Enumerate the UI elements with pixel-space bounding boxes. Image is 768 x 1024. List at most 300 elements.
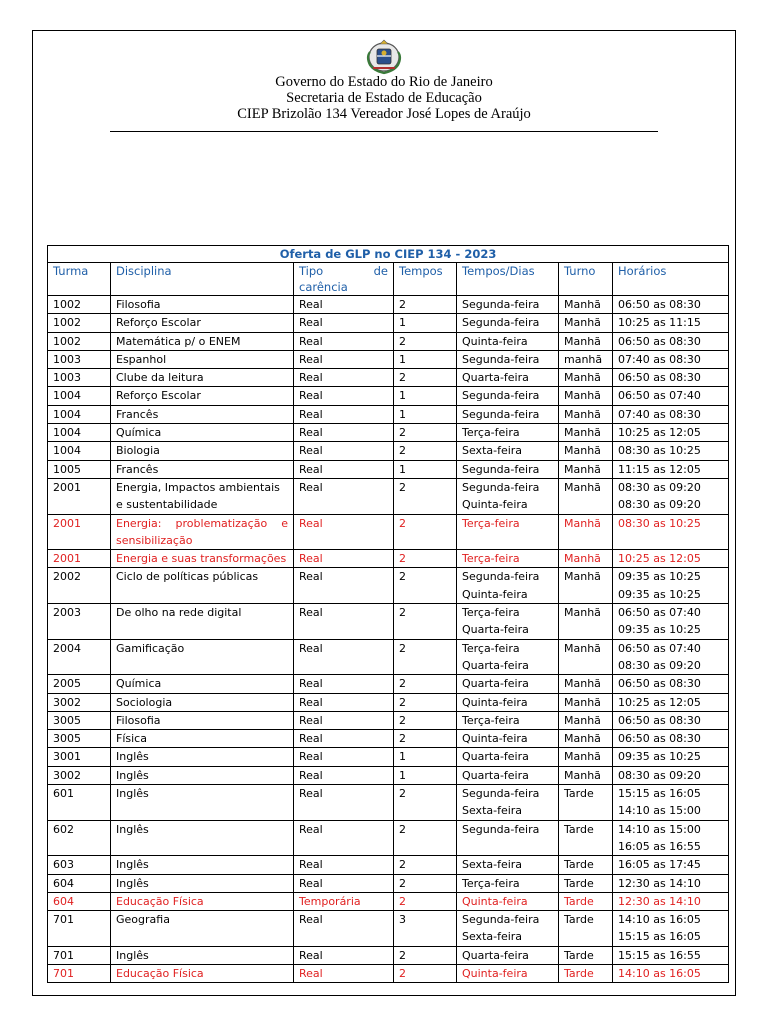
cell-tipo: Real (294, 387, 394, 405)
cell-turno: Tarde (559, 964, 613, 982)
time-entry: 10:25 as 11:15 (618, 316, 701, 330)
day-entry: Quarta-feira (462, 371, 529, 385)
cell-horarios (613, 856, 729, 874)
cell-disciplina: Energia, Impactos ambientais e sustentabilidade (111, 478, 294, 514)
cell-turma: 2001 (48, 478, 111, 514)
glp-offer-table (47, 245, 729, 983)
cell-turma: 2004 (48, 639, 111, 675)
time-entry: 15:15 as 16:05 (618, 930, 701, 944)
cell-disciplina: Espanhol (111, 350, 294, 368)
cell-tempos: 1 (394, 405, 457, 423)
cell-disciplina: Energia: problematização e sensibilização (111, 514, 294, 550)
table-row (48, 856, 729, 874)
time-entry: 10:25 as 12:05 (618, 695, 701, 709)
cell-tempos-dias (457, 387, 559, 405)
cell-turma: 2002 (48, 568, 111, 604)
table-row (48, 442, 729, 460)
cell-horarios (613, 387, 729, 405)
cell-tipo: Real (294, 820, 394, 856)
cell-tempos-dias (457, 369, 559, 387)
cell-tempos: 2 (394, 693, 457, 711)
cell-tempos-dias (457, 856, 559, 874)
cell-tipo: Real (294, 604, 394, 640)
table-row (48, 911, 729, 947)
cell-disciplina: Química (111, 675, 294, 693)
cell-turno: Manhã (559, 693, 613, 711)
time-entry: 09:35 as 10:25 (618, 587, 701, 601)
day-entry: Quinta-feira (462, 966, 528, 980)
table-row (48, 675, 729, 693)
table-row (48, 820, 729, 856)
cell-tipo: Real (294, 296, 394, 314)
cell-disciplina: Francês (111, 405, 294, 423)
time-entry: 08:30 as 09:20 (618, 498, 701, 512)
cell-tempos-dias (457, 711, 559, 729)
time-entry: 14:10 as 15:00 (618, 822, 701, 836)
header-government: Governo do Estado do Rio de Janeiro (275, 74, 493, 90)
time-entry: 08:30 as 10:25 (618, 516, 701, 530)
cell-turno: Manhã (559, 568, 613, 604)
cell-turma: 1002 (48, 314, 111, 332)
cell-tipo: Real (294, 874, 394, 892)
cell-turno: Manhã (559, 424, 613, 442)
cell-disciplina: Inglês (111, 820, 294, 856)
day-entry: Quinta-feira (462, 695, 528, 709)
cell-tipo: Real (294, 785, 394, 821)
cell-tipo: Temporária (294, 892, 394, 910)
cell-turno: Manhã (559, 442, 613, 460)
cell-horarios (613, 785, 729, 821)
cell-tipo: Real (294, 730, 394, 748)
day-entry: Segunda-feira (462, 352, 540, 366)
cell-tempos-dias (457, 766, 559, 784)
cell-horarios (613, 478, 729, 514)
cell-tempos: 2 (394, 568, 457, 604)
column-header-turma: Turma (48, 263, 111, 296)
cell-tempos-dias (457, 964, 559, 982)
cell-disciplina: Ciclo de políticas públicas (111, 568, 294, 604)
time-entry: 06:50 as 08:30 (618, 732, 701, 746)
time-entry: 16:05 as 17:45 (618, 858, 701, 872)
day-entry: Sexta-feira (462, 858, 523, 872)
day-entry: Segunda-feira (462, 316, 540, 330)
day-entry: Segunda-feira (462, 787, 540, 801)
time-entry: 10:25 as 12:05 (618, 426, 701, 440)
time-entry: 10:25 as 12:05 (618, 552, 701, 566)
cell-tipo: Real (294, 332, 394, 350)
cell-tempos-dias (457, 892, 559, 910)
cell-turma: 701 (48, 911, 111, 947)
cell-horarios (613, 730, 729, 748)
cell-disciplina: Francês (111, 460, 294, 478)
time-entry: 11:15 as 12:05 (618, 462, 701, 476)
cell-horarios (613, 405, 729, 423)
cell-disciplina: Clube da leitura (111, 369, 294, 387)
cell-turno: Manhã (559, 332, 613, 350)
cell-turma: 1004 (48, 442, 111, 460)
cell-turma: 3002 (48, 766, 111, 784)
cell-tempos-dias (457, 639, 559, 675)
cell-tempos-dias (457, 911, 559, 947)
document-header (0, 74, 768, 122)
cell-disciplina: Gamificação (111, 639, 294, 675)
time-entry: 08:30 as 09:20 (618, 480, 701, 494)
cell-tempos-dias (457, 350, 559, 368)
cell-turma: 701 (48, 946, 111, 964)
day-entry: Terça-feira (462, 641, 520, 655)
cell-turno: Tarde (559, 856, 613, 874)
cell-tempos-dias (457, 785, 559, 821)
day-entry: Quinta-feira (462, 732, 528, 746)
day-entry: Terça-feira (462, 426, 520, 440)
cell-tempos-dias (457, 675, 559, 693)
time-entry: 14:10 as 16:05 (618, 966, 701, 980)
cell-turma: 2001 (48, 514, 111, 550)
cell-horarios (613, 820, 729, 856)
time-entry: 06:50 as 07:40 (618, 641, 701, 655)
day-entry: Terça-feira (462, 516, 520, 530)
column-header-horarios: Horários (613, 263, 729, 296)
cell-horarios (613, 568, 729, 604)
column-header-turno: Turno (559, 263, 613, 296)
cell-tempos: 2 (394, 514, 457, 550)
cell-turma: 1004 (48, 424, 111, 442)
cell-tempos: 1 (394, 460, 457, 478)
cell-turno: Manhã (559, 387, 613, 405)
day-entry: Segunda-feira (462, 462, 540, 476)
cell-horarios (613, 711, 729, 729)
cell-tipo: Real (294, 946, 394, 964)
cell-disciplina: Inglês (111, 766, 294, 784)
cell-turma: 604 (48, 874, 111, 892)
cell-turno: Manhã (559, 748, 613, 766)
table-row (48, 748, 729, 766)
cell-tempos: 2 (394, 730, 457, 748)
cell-turno: Manhã (559, 514, 613, 550)
cell-turma: 604 (48, 892, 111, 910)
cell-turno: Manhã (559, 730, 613, 748)
cell-tempos: 2 (394, 964, 457, 982)
table-row (48, 296, 729, 314)
day-entry: Quarta-feira (462, 623, 529, 637)
day-entry: Quarta-feira (462, 658, 529, 672)
cell-turma: 1003 (48, 369, 111, 387)
day-entry: Segunda-feira (462, 480, 540, 494)
cell-tempos-dias (457, 693, 559, 711)
time-entry: 06:50 as 08:30 (618, 371, 701, 385)
cell-tipo: Real (294, 405, 394, 423)
cell-tempos-dias (457, 568, 559, 604)
day-entry: Quinta-feira (462, 894, 528, 908)
cell-tempos: 2 (394, 478, 457, 514)
cell-turma: 2001 (48, 550, 111, 568)
table-row (48, 766, 729, 784)
cell-tempos: 1 (394, 314, 457, 332)
cell-tempos: 1 (394, 748, 457, 766)
table-row (48, 550, 729, 568)
cell-turno: Manhã (559, 460, 613, 478)
cell-horarios (613, 604, 729, 640)
cell-disciplina: Biologia (111, 442, 294, 460)
table-row (48, 693, 729, 711)
day-entry: Quarta-feira (462, 768, 529, 782)
cell-disciplina: Reforço Escolar (111, 387, 294, 405)
cell-turno: Tarde (559, 946, 613, 964)
cell-tipo: Real (294, 460, 394, 478)
cell-disciplina: Física (111, 730, 294, 748)
time-entry: 09:35 as 10:25 (618, 623, 701, 637)
day-entry: Quinta-feira (462, 334, 528, 348)
cell-tempos-dias (457, 820, 559, 856)
day-entry: Segunda-feira (462, 298, 540, 311)
cell-turno: Manhã (559, 766, 613, 784)
cell-tempos: 2 (394, 675, 457, 693)
cell-tipo: Real (294, 514, 394, 550)
state-coat-of-arms-icon (364, 38, 404, 76)
cell-turma: 2003 (48, 604, 111, 640)
column-header-disciplina: Disciplina (111, 263, 294, 296)
cell-tempos: 2 (394, 874, 457, 892)
time-entry: 12:30 as 14:10 (618, 876, 701, 890)
cell-horarios (613, 550, 729, 568)
cell-disciplina: Reforço Escolar (111, 314, 294, 332)
cell-horarios (613, 964, 729, 982)
cell-disciplina: Energia e suas transformações (111, 550, 294, 568)
cell-turno: Tarde (559, 820, 613, 856)
cell-turno: Manhã (559, 405, 613, 423)
day-entry: Segunda-feira (462, 389, 540, 403)
time-entry: 14:10 as 16:05 (618, 913, 701, 927)
cell-tempos: 2 (394, 550, 457, 568)
cell-turno: Tarde (559, 911, 613, 947)
table-row (48, 369, 729, 387)
table-row (48, 785, 729, 821)
cell-turma: 3005 (48, 711, 111, 729)
cell-turno: manhã (559, 350, 613, 368)
cell-disciplina: Geografia (111, 911, 294, 947)
cell-disciplina: Inglês (111, 856, 294, 874)
table-row (48, 478, 729, 514)
cell-tempos-dias (457, 442, 559, 460)
cell-horarios (613, 675, 729, 693)
cell-tipo: Real (294, 442, 394, 460)
cell-disciplina: Filosofia (111, 296, 294, 314)
cell-disciplina: Matemática p/ o ENEM (111, 332, 294, 350)
cell-horarios (613, 946, 729, 964)
cell-horarios (613, 748, 729, 766)
cell-tempos-dias (457, 478, 559, 514)
cell-tipo: Real (294, 639, 394, 675)
table-body (48, 296, 729, 983)
cell-disciplina: Química (111, 424, 294, 442)
cell-turma: 601 (48, 785, 111, 821)
cell-horarios (613, 911, 729, 947)
cell-tipo: Real (294, 766, 394, 784)
cell-turma: 602 (48, 820, 111, 856)
cell-turma: 3005 (48, 730, 111, 748)
cell-disciplina: Sociologia (111, 693, 294, 711)
time-entry: 06:50 as 07:40 (618, 606, 701, 620)
cell-tempos: 2 (394, 892, 457, 910)
table-row (48, 514, 729, 550)
cell-tipo: Real (294, 693, 394, 711)
table-row (48, 332, 729, 350)
cell-disciplina: Inglês (111, 946, 294, 964)
cell-tipo: Real (294, 424, 394, 442)
day-entry: Quarta-feira (462, 677, 529, 691)
table-row (48, 460, 729, 478)
day-entry: Terça-feira (462, 713, 520, 727)
cell-turma: 1002 (48, 332, 111, 350)
table-row (48, 568, 729, 604)
header-divider (110, 131, 658, 132)
cell-horarios (613, 332, 729, 350)
time-entry: 12:30 as 14:10 (618, 894, 701, 908)
day-entry: Sexta-feira (462, 444, 523, 458)
cell-tipo: Real (294, 964, 394, 982)
cell-turno: Manhã (559, 478, 613, 514)
cell-tempos-dias (457, 296, 559, 314)
table-row (48, 946, 729, 964)
cell-turma: 1005 (48, 460, 111, 478)
cell-turno: Manhã (559, 296, 613, 314)
cell-tipo: Real (294, 369, 394, 387)
cell-turno: Manhã (559, 675, 613, 693)
cell-horarios (613, 639, 729, 675)
cell-turma: 3001 (48, 748, 111, 766)
cell-tempos-dias (457, 874, 559, 892)
cell-disciplina: Educação Física (111, 892, 294, 910)
cell-turno: Manhã (559, 639, 613, 675)
day-entry: Segunda-feira (462, 570, 540, 584)
cell-horarios (613, 892, 729, 910)
cell-turno: Manhã (559, 711, 613, 729)
cell-tempos: 3 (394, 911, 457, 947)
cell-tempos-dias (457, 514, 559, 550)
cell-turma: 2005 (48, 675, 111, 693)
cell-tempos: 2 (394, 369, 457, 387)
table-row (48, 604, 729, 640)
day-entry: Segunda-feira (462, 822, 540, 836)
cell-horarios (613, 369, 729, 387)
time-entry: 09:35 as 10:25 (618, 570, 701, 584)
time-entry: 06:50 as 08:30 (618, 713, 701, 727)
cell-tipo: Real (294, 478, 394, 514)
cell-disciplina: De olho na rede digital (111, 604, 294, 640)
cell-tipo: Real (294, 856, 394, 874)
cell-horarios (613, 766, 729, 784)
cell-tipo: Real (294, 568, 394, 604)
cell-horarios (613, 693, 729, 711)
cell-tempos-dias (457, 946, 559, 964)
cell-tempos: 2 (394, 442, 457, 460)
cell-tempos: 1 (394, 350, 457, 368)
cell-turno: Tarde (559, 785, 613, 821)
cell-tipo: Real (294, 314, 394, 332)
cell-turma: 3002 (48, 693, 111, 711)
cell-turno: Manhã (559, 604, 613, 640)
cell-tempos-dias (457, 405, 559, 423)
table-row (48, 314, 729, 332)
table-row (48, 424, 729, 442)
cell-tempos-dias (457, 332, 559, 350)
time-entry: 07:40 as 08:30 (618, 352, 701, 366)
cell-tempos-dias (457, 730, 559, 748)
time-entry: 16:05 as 16:55 (618, 839, 701, 853)
day-entry: Quarta-feira (462, 750, 529, 764)
day-entry: Segunda-feira (462, 913, 540, 927)
cell-tempos: 2 (394, 332, 457, 350)
cell-disciplina: Inglês (111, 874, 294, 892)
time-entry: 15:15 as 16:55 (618, 948, 701, 962)
table-row (48, 964, 729, 982)
cell-turno: Tarde (559, 892, 613, 910)
cell-tempos-dias (457, 424, 559, 442)
table-row (48, 405, 729, 423)
cell-tipo: Real (294, 711, 394, 729)
cell-tempos: 1 (394, 387, 457, 405)
table-row (48, 892, 729, 910)
time-entry: 08:30 as 10:25 (618, 444, 701, 458)
table-title: Oferta de GLP no CIEP 134 - 2023 (48, 246, 729, 263)
cell-disciplina: Filosofia (111, 711, 294, 729)
cell-horarios (613, 514, 729, 550)
cell-horarios (613, 296, 729, 314)
cell-tempos: 2 (394, 711, 457, 729)
header-secretariat: Secretaria de Estado de Educação (286, 90, 482, 106)
day-entry: Terça-feira (462, 606, 520, 620)
cell-turma: 1004 (48, 387, 111, 405)
day-entry: Terça-feira (462, 876, 520, 890)
cell-turma: 1003 (48, 350, 111, 368)
cell-turma: 1002 (48, 296, 111, 314)
table-row (48, 874, 729, 892)
cell-tempos: 2 (394, 296, 457, 314)
table-row (48, 639, 729, 675)
cell-tempos: 2 (394, 856, 457, 874)
cell-tempos-dias (457, 314, 559, 332)
cell-tempos: 2 (394, 785, 457, 821)
cell-tempos-dias (457, 748, 559, 766)
cell-tempos: 2 (394, 604, 457, 640)
time-entry: 06:50 as 07:40 (618, 389, 701, 403)
day-entry: Terça-feira (462, 552, 520, 566)
cell-turma: 701 (48, 964, 111, 982)
cell-disciplina: Educação Física (111, 964, 294, 982)
cell-tempos: 2 (394, 639, 457, 675)
cell-tempos: 1 (394, 766, 457, 784)
cell-horarios (613, 460, 729, 478)
time-entry: 06:50 as 08:30 (618, 334, 701, 348)
time-entry: 14:10 as 15:00 (618, 804, 701, 818)
cell-turno: Manhã (559, 550, 613, 568)
column-header-tipo: Tipo de carência (294, 263, 394, 296)
cell-horarios (613, 874, 729, 892)
cell-turno: Manhã (559, 314, 613, 332)
day-entry: Sexta-feira (462, 804, 523, 818)
cell-tipo: Real (294, 748, 394, 766)
cell-tipo: Real (294, 675, 394, 693)
cell-tempos: 2 (394, 946, 457, 964)
cell-tempos-dias (457, 604, 559, 640)
time-entry: 08:30 as 09:20 (618, 768, 701, 782)
cell-horarios (613, 442, 729, 460)
cell-turma: 1004 (48, 405, 111, 423)
cell-tipo: Real (294, 550, 394, 568)
header-school: CIEP Brizolão 134 Vereador José Lopes de Araújo (237, 106, 531, 122)
cell-turma: 603 (48, 856, 111, 874)
time-entry: 06:50 as 08:30 (618, 677, 701, 691)
